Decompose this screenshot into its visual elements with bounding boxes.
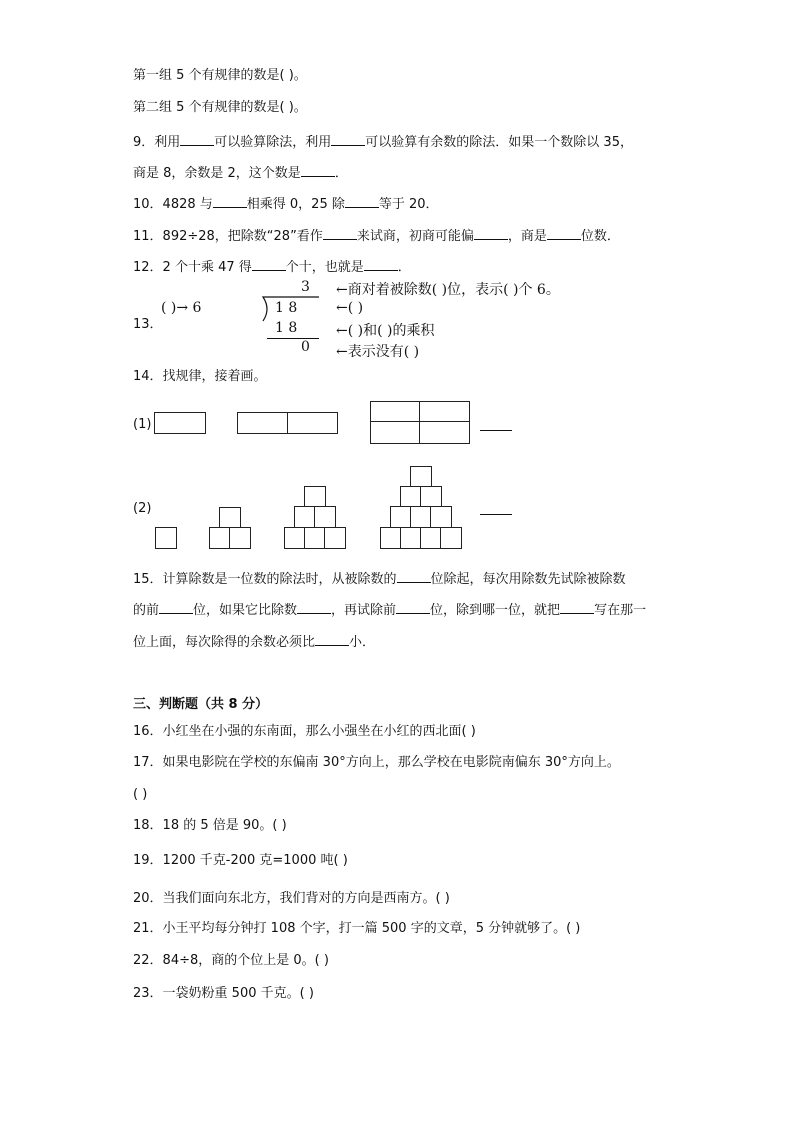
q18-line: 18．18 的 5 倍是 90。( )	[133, 818, 287, 833]
square-shape	[400, 486, 422, 508]
answer-blank[interactable]	[301, 162, 335, 177]
q13-number: 13．	[133, 317, 163, 332]
square-shape	[209, 527, 231, 549]
q20-line: 20．当我们面向东北方，我们背对的方向是西南方。( )	[133, 891, 450, 906]
square-shape	[440, 527, 462, 549]
q21-line: 21．小王平均每分钟打 108 个字，打一篇 500 字的文章，5 分钟就够了。( )	[133, 921, 581, 936]
answer-blank[interactable]	[474, 225, 508, 240]
q23-line: 23．一袋奶粉重 500 千克。( )	[133, 986, 314, 1001]
q22-line: 22．84÷8，商的个位上是 0。( )	[133, 953, 329, 968]
answer-blank[interactable]	[547, 225, 581, 240]
square-shape	[420, 486, 442, 508]
square-shape	[324, 527, 346, 549]
q13-left-label: ( )→ 6	[161, 300, 202, 316]
q13-product: 1 8	[275, 320, 298, 336]
square-shape	[380, 527, 402, 549]
answer-line[interactable]	[480, 430, 512, 431]
q17-line: 17．如果电影院在学校的东偏南 30°方向上，那么学校在电影院南偏东 30°方向上。	[133, 755, 620, 770]
answer-blank[interactable]	[364, 256, 398, 271]
q15-line3: 位上面，每次除得的余数必须比 小．	[133, 631, 375, 652]
rectangle-shape	[370, 401, 421, 423]
q9-line1: 9．利用 可以验算除法，利用 可以验算有余数的除法．如果一个数除以 35，	[133, 131, 633, 152]
answer-blank[interactable]	[252, 256, 286, 271]
section-heading-judgement: 三、判断题（共 8 分）	[133, 697, 269, 712]
rectangle-shape	[419, 421, 470, 444]
group1-line: 第一组 5 个有规律的数是( )。	[133, 68, 307, 83]
square-shape	[420, 527, 442, 549]
q13-note-quotient: ←商对着被除数( )位，表示( )个 6。	[336, 282, 560, 298]
square-shape	[390, 506, 412, 528]
rectangle-shape	[154, 412, 206, 434]
q17-paren: ( )	[133, 787, 148, 802]
answer-blank[interactable]	[323, 225, 357, 240]
answer-blank[interactable]	[315, 631, 349, 646]
square-shape	[410, 506, 432, 528]
q11-line: 11．892÷28，把除数“28”看作 来试商，初商可能偏 ，商是 位数．	[133, 225, 620, 246]
q13-note-remainder: ←表示没有( )	[336, 344, 420, 360]
square-shape	[400, 527, 422, 549]
q13-division-diagram	[133, 280, 693, 360]
q19-line: 19．1200 千克-200 克=1000 吨( )	[133, 853, 348, 868]
square-shape	[155, 527, 177, 549]
square-shape	[304, 527, 326, 549]
answer-blank[interactable]	[396, 599, 430, 614]
q15-line1: 15．计算除数是一位数的除法时，从被除数的 位除起，每次用除数先试除被除数	[133, 568, 626, 589]
answer-blank[interactable]	[331, 131, 365, 146]
square-shape	[430, 506, 452, 528]
q16-line: 16．小红坐在小强的东南面，那么小强坐在小红的西北面( )	[133, 724, 476, 739]
q13-note-product: ←( )和( )的乘积	[336, 323, 435, 339]
answer-blank[interactable]	[297, 599, 331, 614]
rectangle-shape	[287, 412, 338, 434]
rectangle-shape	[370, 421, 421, 444]
q13-subtract-line	[267, 338, 319, 339]
square-shape	[294, 506, 316, 528]
q14-part2-label: (2)	[133, 501, 152, 516]
q13-note-dividend: ←( )	[336, 300, 364, 316]
rectangle-shape	[419, 401, 470, 423]
answer-blank[interactable]	[397, 568, 431, 583]
answer-blank[interactable]	[213, 193, 247, 208]
q15-line2: 的前 位，如果它比除数 ，再试除前 位，除到哪一位，就把 写在那一	[133, 599, 646, 620]
answer-blank[interactable]	[345, 193, 379, 208]
square-shape	[219, 507, 241, 529]
answer-blank[interactable]	[560, 599, 594, 614]
q12-line: 12．2 个十乘 47 得 个十，也就是 ．	[133, 256, 411, 277]
q13-quotient: 3	[301, 279, 310, 295]
square-shape	[314, 506, 336, 528]
answer-blank[interactable]	[159, 599, 193, 614]
answer-line[interactable]	[480, 514, 512, 515]
q10-line: 10．4828 与 相乘得 0，25 除 等于 20．	[133, 193, 439, 214]
answer-blank[interactable]	[180, 131, 214, 146]
q13-dividend: 1 8	[275, 300, 298, 316]
rectangle-shape	[237, 412, 289, 434]
square-shape	[284, 527, 306, 549]
square-shape	[229, 527, 251, 549]
square-shape	[410, 466, 432, 488]
q14-line: 14．找规律，接着画。	[133, 369, 267, 384]
q9-line2: 商是 8，余数是 2，这个数是 ．	[133, 162, 348, 183]
group2-line: 第二组 5 个有规律的数是( )。	[133, 100, 307, 115]
q14-part1-label: (1)	[133, 417, 152, 432]
square-shape	[304, 486, 326, 508]
q13-remainder: 0	[301, 339, 310, 355]
